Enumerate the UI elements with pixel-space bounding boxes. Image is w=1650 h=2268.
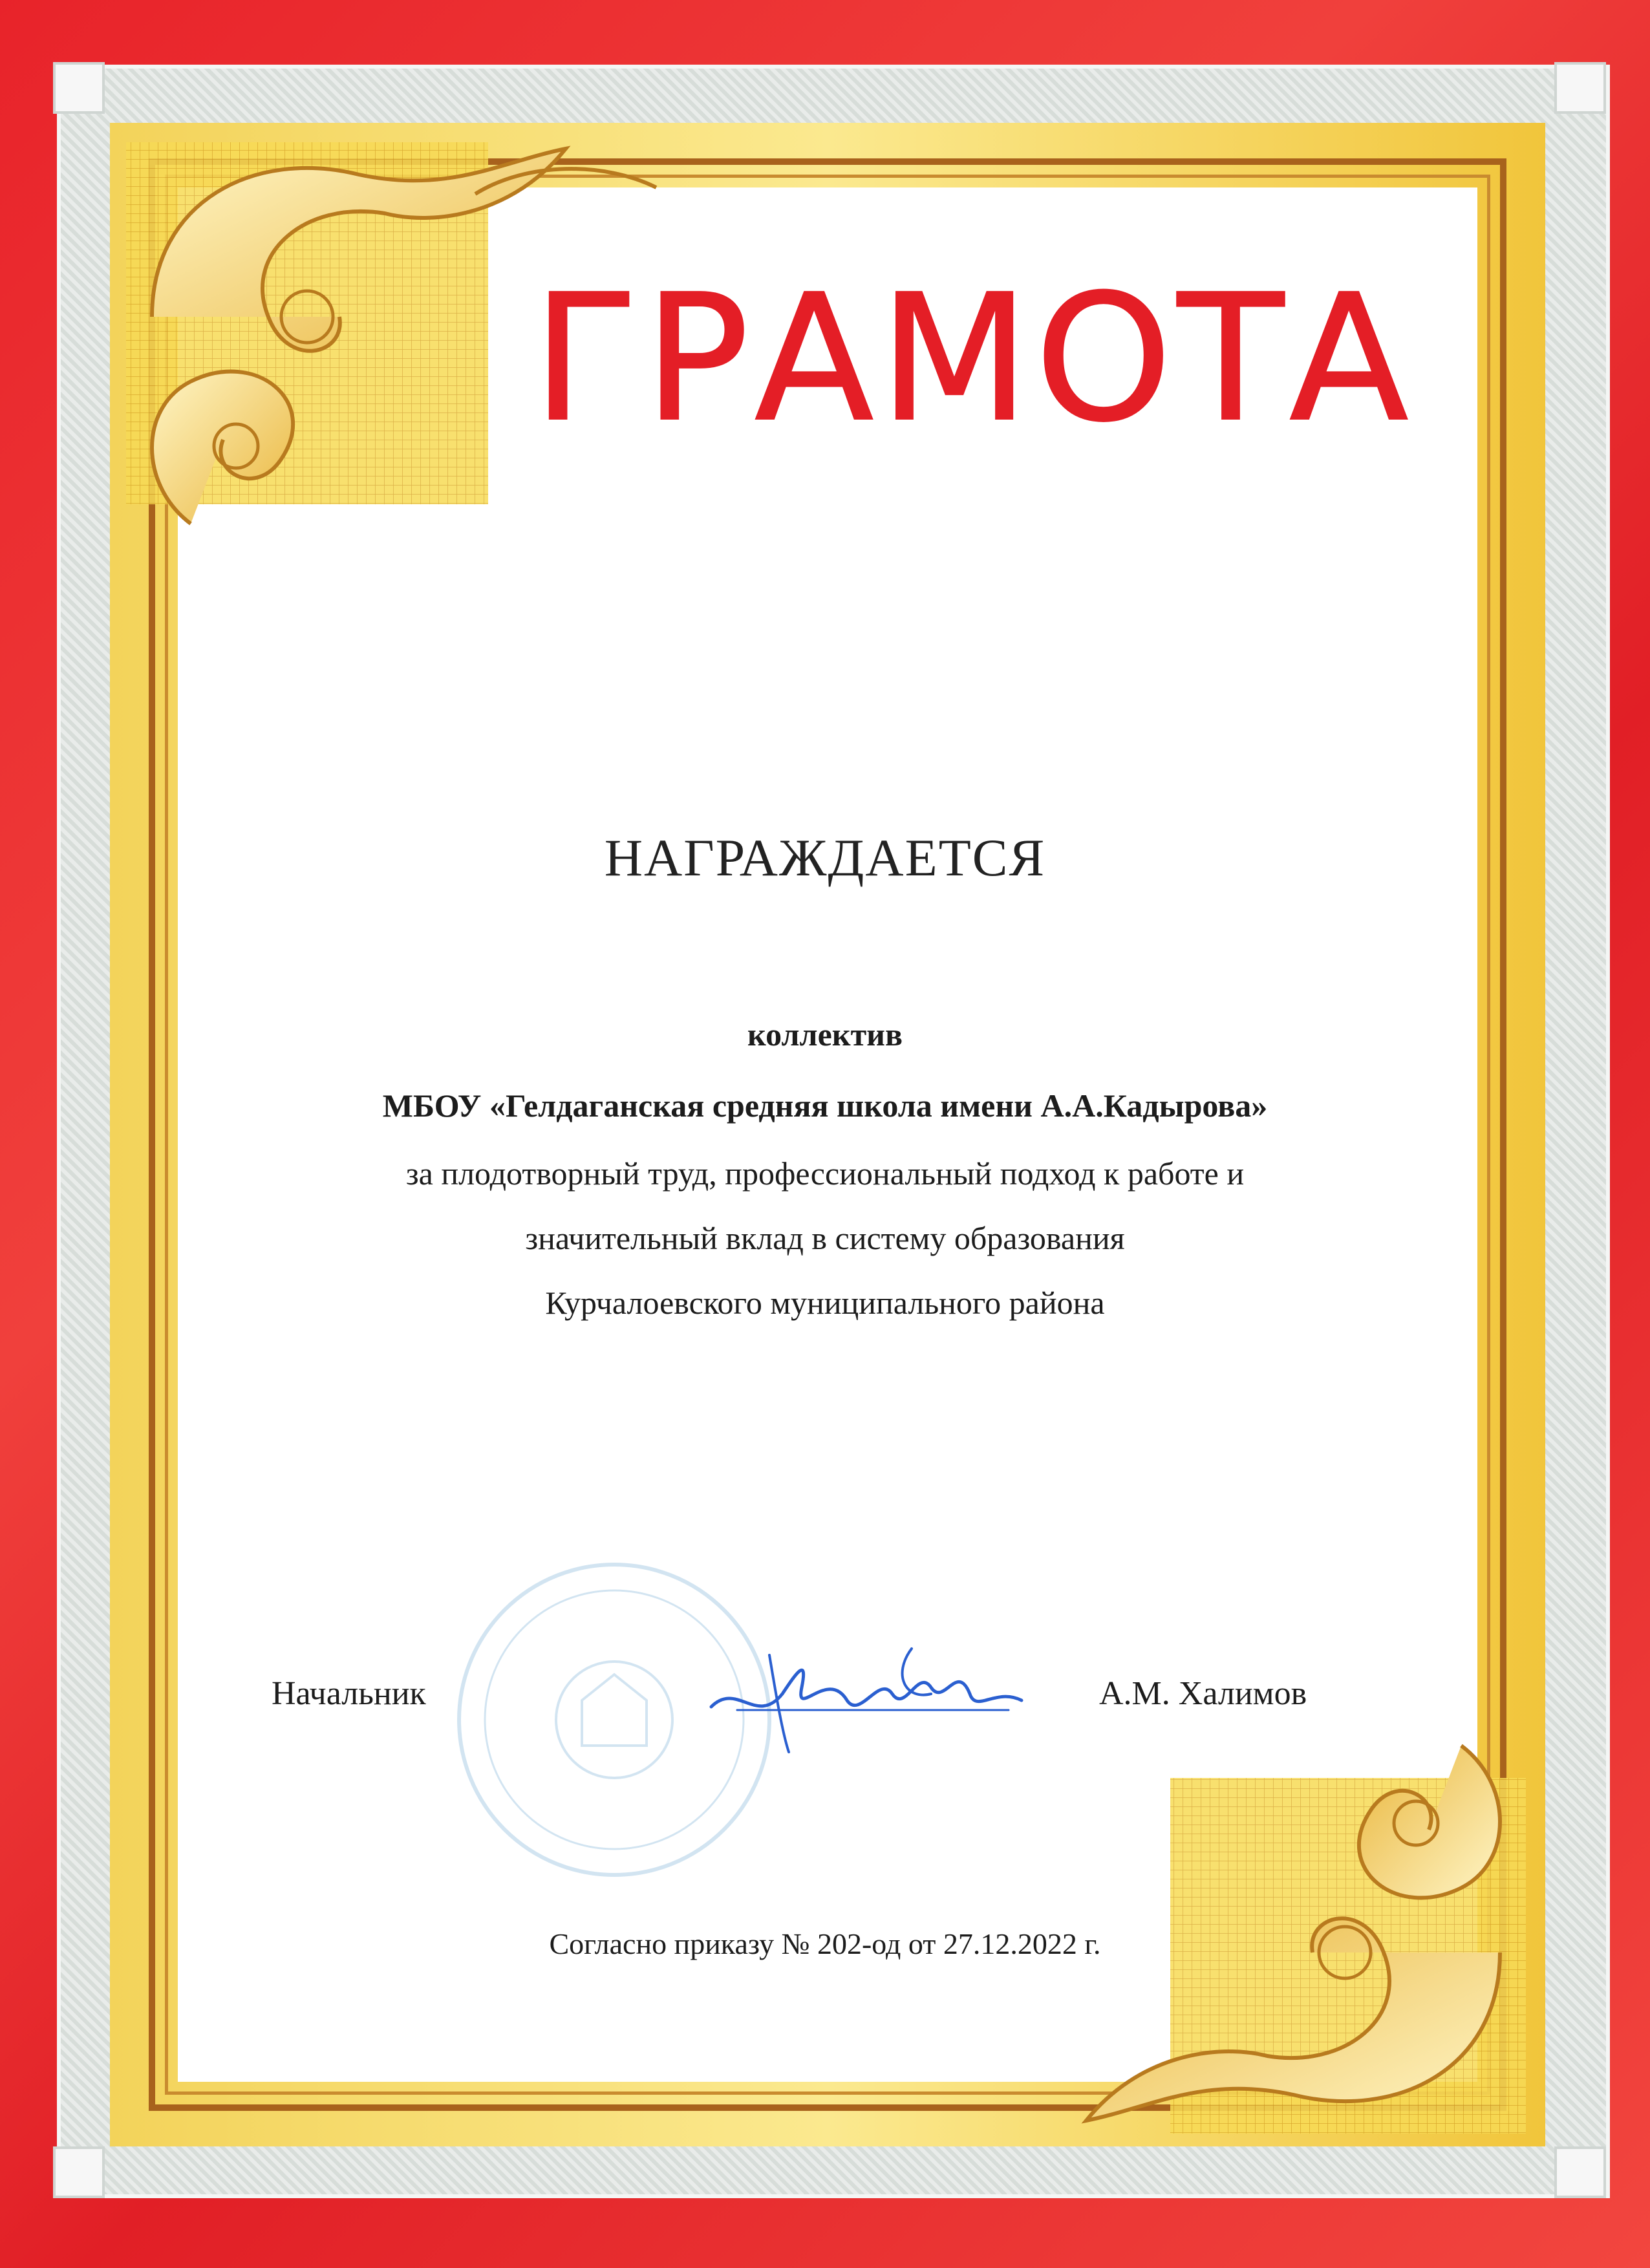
signature-icon bbox=[698, 1629, 1034, 1759]
reason-line-3: Курчалоевского муниципального района bbox=[545, 1285, 1105, 1321]
signatory-name: А.М. Халимов bbox=[1099, 1675, 1307, 1712]
corner-stud-tr bbox=[1554, 62, 1606, 114]
corner-stud-br bbox=[1554, 2146, 1606, 2198]
corner-stud-bl bbox=[53, 2146, 105, 2198]
recipient-type: коллектив bbox=[747, 1016, 903, 1053]
awarded-heading: НАГРАЖДАЕТСЯ bbox=[604, 828, 1046, 887]
reason-line-2: значительный вклад в систему образования bbox=[525, 1220, 1125, 1256]
recipient-name: МБОУ «Гелдаганская средняя школа имени А.А.Кадырова» bbox=[382, 1087, 1268, 1124]
reason-line-1: за плодотворный труд, профессиональный подход к работе и bbox=[405, 1155, 1245, 1192]
certificate-title: ГРАМОТА bbox=[532, 257, 1414, 460]
order-reference: Согласно приказу № 202-од от 27.12.2022 г. bbox=[549, 1927, 1101, 1960]
signatory-title: Начальник bbox=[272, 1675, 426, 1712]
corner-stud-tl bbox=[53, 62, 105, 114]
